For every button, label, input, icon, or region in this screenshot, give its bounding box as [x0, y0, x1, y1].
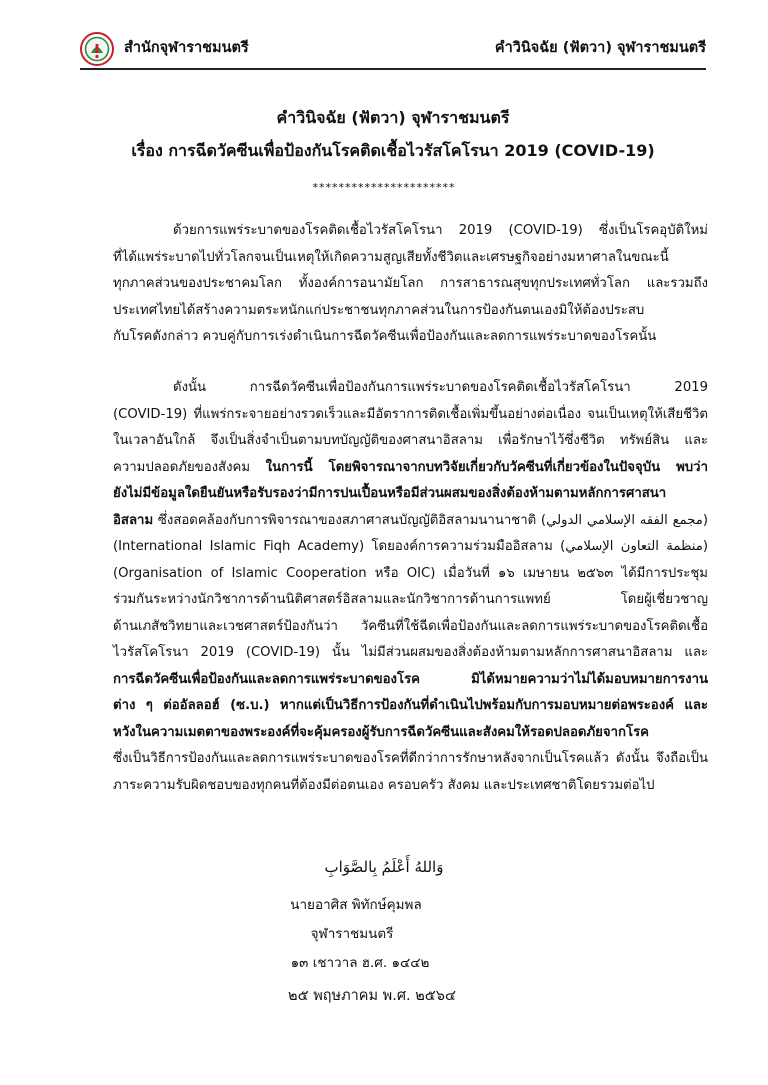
- document-subject: เรื่อง การฉีดวัคซีนเพื่อป้องกันโรคติดเชื้อไวรัสโคโรนา 2019 (COVID-19): [131, 141, 655, 160]
- text-line: ภาระความรับผิดชอบของทุกคนที่ต้องมีต่อตนเอง ครอบครัว สังคม และประเทศชาติโดยรวมต่อไป: [113, 777, 655, 793]
- thai-date: ๒๕ พฤษภาคม พ.ศ. ๒๕๖๔: [288, 988, 456, 1004]
- signatory-position: จุฬาราชมนตรี: [310, 926, 394, 942]
- text-line: กับโรคดังกล่าว ควบคู่กับการเร่งดำเนินการฉีดวัคซีนเพื่อป้องกันและลดการแพร่ระบาดของโรคนั้น: [113, 329, 657, 344]
- text-line: ดังนั้น การฉีดวัคซีนเพื่อป้องกันการแพร่ระบาดของโรคติดเชื้อไวรัสโคโรนา 2019: [173, 380, 708, 395]
- arabic-closing: وَاللهُ أَعْلَمُ بِالصَّوَابِ: [324, 858, 444, 876]
- text-line: ร่วมกันระหว่างนักวิชาการด้านนิติศาสตร์อิสลามและนักวิชาการด้านการแพทย์ โดยผู้เชี่ยวชาญ: [113, 592, 708, 607]
- header-divider: [80, 68, 706, 70]
- text-line: [113, 508, 708, 535]
- page-header: [80, 26, 706, 66]
- seal-icon: [80, 32, 114, 66]
- text-line: ที่ได้แพร่ระบาดไปทั่วโลกจนเป็นเหตุให้เกิดความสูญเสียทั้งชีวิตและเศรษฐกิจอย่างมหาศาลในขณะนี้: [113, 249, 669, 265]
- text-line: ในเวลาอันใกล้ จึงเป็นสิ่งจำเป็นตามบทบัญญัติของศาสนาอิสลาม เพื่อรักษาไว้ซึ่งชีวิต ทรัพย์สิน และ: [113, 433, 708, 448]
- text-line: ประเทศไทยได้สร้างความตระหนักแก่ประชาชนทุกภาคส่วนในการป้องกันตนเองมิให้ต้องประสบ: [113, 302, 645, 318]
- bold-text-line: การฉีดวัคซีนเพื่อป้องกันและลดการแพร่ระบาดของโรค มิได้หมายความว่าไม่ได้มอบหมายการงาน: [113, 671, 708, 687]
- text-segment: ความปลอดภัยของสังคม: [113, 459, 266, 475]
- hijri-date: ๑๓ เชาวาล ฮ.ศ. ๑๔๔๒: [290, 955, 430, 971]
- document-title: คำวินิจฉัย (ฟัตวา) จุฬาราชมนตรี: [276, 108, 510, 127]
- bold-text-line: หวังในความเมตตาของพระองค์ที่จะคุ้มครองผู้รับการฉีดวัคซีนและสังคมให้รอดปลอดภัยจากโรค: [113, 724, 649, 740]
- text-line: [113, 455, 708, 482]
- text-line: ไวรัสโคโรนา 2019 (COVID-19) นั้น ไม่มีส่วนผสมของสิ่งต้องห้ามตามหลักการศาสนาอิสลาม และ: [113, 645, 708, 660]
- paragraph-1: [113, 218, 708, 351]
- bold-text-line: ยังไม่มีข้อมูลใดยืนยันหรือรับรองว่ามีการปนเปื้อนหรือมีส่วนผสมของสิ่งต้องห้ามตามหลักการศาสนา: [113, 486, 667, 501]
- text-line: (International Islamic Fiqh Academy) โดยองค์การความร่วมมืออิสลาม (منظمة التعاون الإسلامي): [113, 539, 708, 554]
- bold-text-segment: อิสลาม: [113, 512, 154, 528]
- org-name: สำนักจุฬาราชมนตรี: [124, 40, 249, 56]
- text-line: (Organisation of Islamic Cooperation หรือ OIC) เมื่อวันที่ ๑๖ เมษายน ๒๕๖๓ ได้มีการประชุม: [113, 565, 708, 581]
- text-line: ด้วยการแพร่ระบาดของโรคติดเชื้อไวรัสโคโรนา 2019 (COVID-19) ซึ่งเป็นโรคอุบัติใหม่: [173, 223, 708, 238]
- text-line: ซึ่งเป็นวิธีการป้องกันและลดการแพร่ระบาดของโรคที่ดีกว่าการรักษาหลังจากเป็นโรคแล้ว ดังนั้น จึงถือเป็น: [113, 751, 708, 766]
- star-separator: **********************: [312, 181, 456, 194]
- signatory-name: นายอาศิส พิทักษ์คุมพล: [290, 897, 422, 913]
- text-line: (COVID-19) ที่แพร่กระจายอย่างรวดเร็วและมีอัตราการติดเชื้อเพิ่มขึ้นอย่างต่อเนื่อง จนเป็นเหตุให้เสียชีวิต: [113, 406, 708, 422]
- bold-text-segment: ในการนี้ โดยพิจารณาจากบทวิจัยเกี่ยวกับวัคซีนที่เกี่ยวข้องในปัจจุบัน พบว่า: [265, 459, 708, 475]
- text-line: ด้านเภสัชวิทยาและเวชศาสตร์ป้องกันว่า วัคซีนที่ใช้ฉีดเพื่อป้องกันและลดการแพร่ระบาดของโรคติดเชื้อ: [113, 618, 708, 634]
- text-line: ทุกภาคส่วนของประชาคมโลก ทั้งองค์การอนามัยโลก การสาธารณสุขทุกประเทศทั่วโลก และรวมถึง: [113, 276, 708, 291]
- bold-text-line: ต่าง ๆ ต่ออัลลอฮ์ (ซ.บ.) หากแต่เป็นวิธีการป้องกันที่ดำเนินไปพร้อมกับการมอบหมายต่อพระองค์ และ: [113, 698, 708, 713]
- text-segment: ซึ่งสอดคล้องกับการพิจารณาของสภาศาสนบัญญัติอิสลามนานาชาติ (مجمع الفقه الإسلامي الدولي): [153, 512, 708, 528]
- header-document-title: คำวินิจฉัย (ฟัตวา) จุฬาราชมนตรี: [494, 40, 706, 56]
- paragraph-2: [113, 375, 708, 799]
